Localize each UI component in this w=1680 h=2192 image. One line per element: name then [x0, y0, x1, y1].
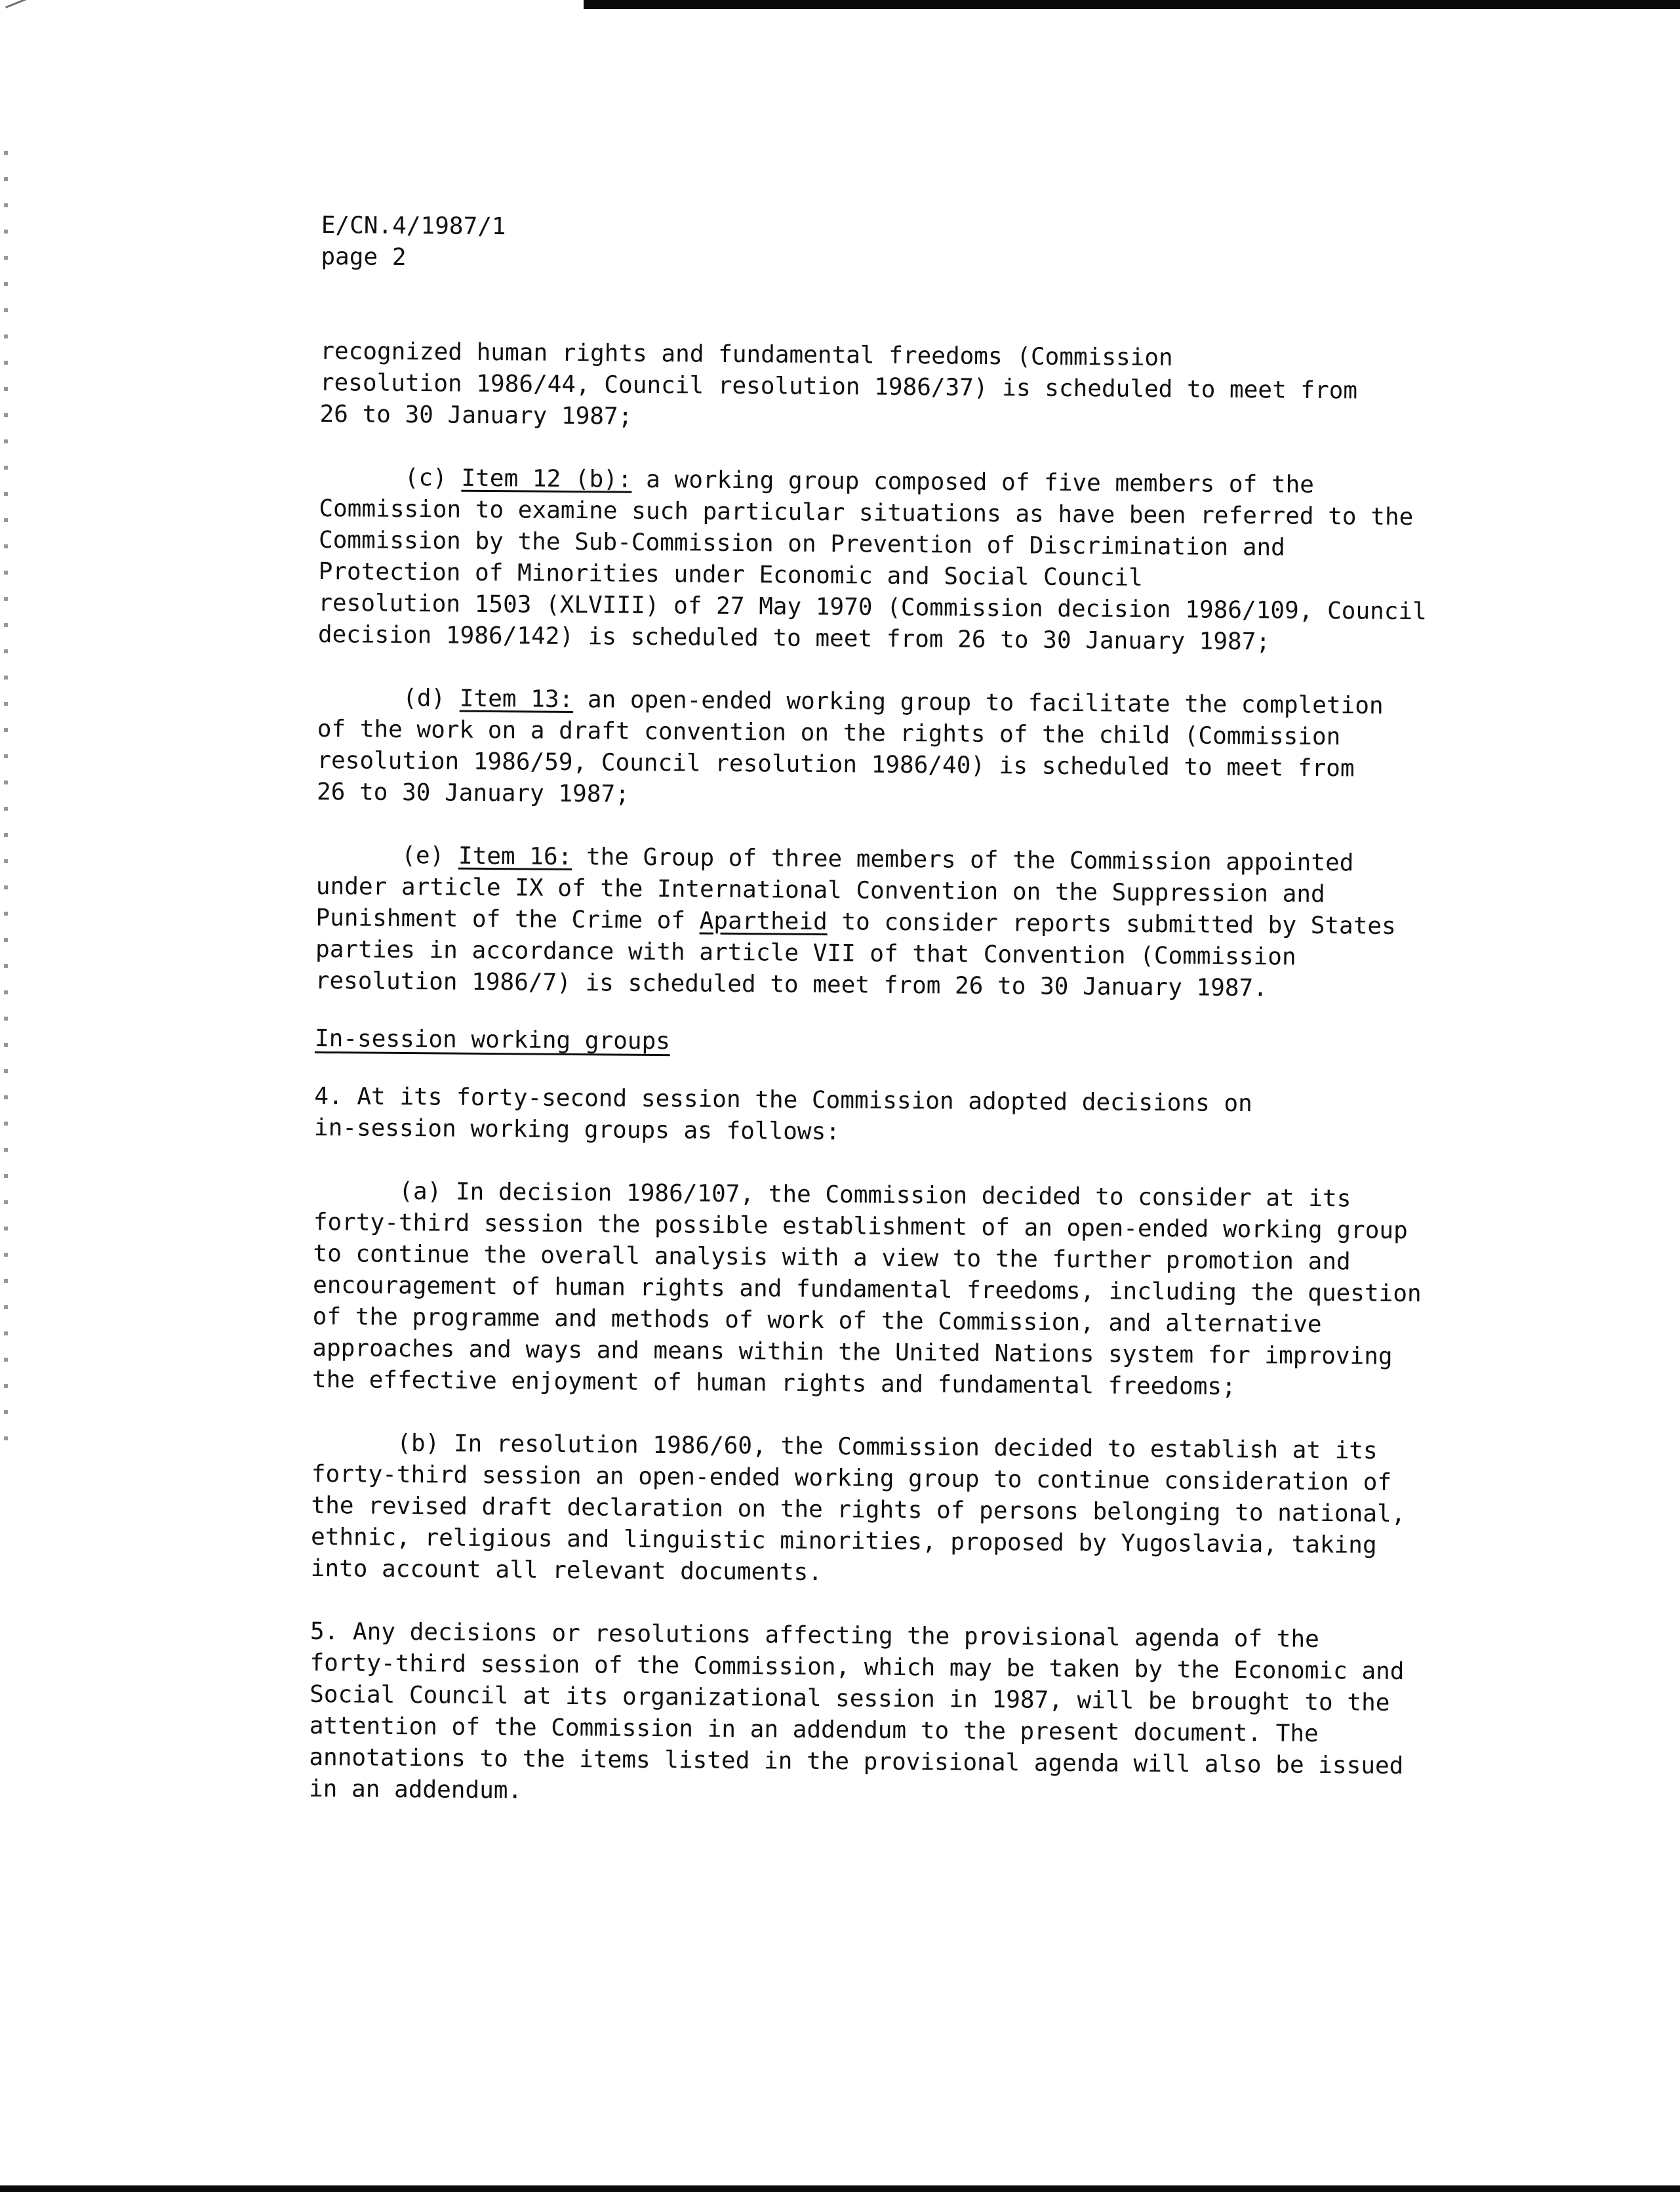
paragraph-4: 4. At its forty-second session the Commission adopted decisions on in-session working groups as follows: [313, 1082, 1252, 1146]
paragraph-5: 5. Any decisions or resolutions affecting the provisional agenda of the forty-third session of the Commission, which may be taken by the Economic and Social Council at its organizational session in 1987, will be brought to the attention of the Commission in an addendum to the present document. The annotations to the items listed in the provisional agenda will also be issued in an addendum. [308, 1617, 1405, 1804]
paragraph-4a [312, 1175, 1560, 1406]
item-e-paragraph [315, 840, 1563, 1007]
item-d-paragraph [317, 682, 1563, 818]
paragraph-4a-marker: (a) [399, 1177, 442, 1206]
continuation-paragraph: recognized human rights and fundamental freedoms (Commission resolution 1986/44, Council resolution 1986/37) is scheduled to meet from 26 to 30 January 1987; [319, 337, 1358, 430]
document-body [309, 210, 1567, 1815]
item-e-apartheid: Apartheid [699, 907, 828, 936]
item-c-label: Item 12 (b): [461, 464, 632, 493]
scan-corner-mark [5, 0, 64, 33]
item-c-marker: (c) [404, 464, 447, 492]
paragraph-4b [311, 1427, 1558, 1594]
item-c-text: a working group composed of five members of the Commission to examine such particular situations as have been referred to the Commission by the Sub-Commission on Prevention of Discrimination and Protection of Minorities under Economic and Social Council resolution 1503 (XLVIII) of 27 May 1970 (Commission decision 1986/109, Council decision 1986/142) is scheduled to meet from 26 to 30 January 1987; [317, 466, 1427, 656]
scan-left-edge-artifact [4, 151, 8, 1463]
item-c-paragraph [318, 462, 1565, 660]
section-heading: In-session working groups [314, 1025, 671, 1055]
item-e-label: Item 16: [458, 842, 572, 871]
scan-bottom-border [0, 2185, 1680, 2192]
paragraph-4b-marker: (b) [397, 1429, 440, 1457]
item-d-label: Item 13: [459, 685, 574, 714]
page-number: page 2 [321, 243, 407, 272]
item-d-marker: (d) [402, 684, 446, 712]
item-e-text-part-1: the Group of three members of the Commission appointed under article IX of the International Convention on the Suppression and Punishment of the Crime of [315, 843, 1354, 935]
item-e-text-part-2: to consider reports submitted by States parties in accordance with article VII of that Convention (Commission resolution 1986/7) is scheduled to meet from 26 to 30 January 1987. [315, 908, 1396, 1002]
scan-top-border [584, 0, 1680, 9]
item-d-text: an open-ended working group to facilitate the completion of the work on a draft convention on the rights of the child (Commission resolution 1986/59, Council resolution 1986/40) is scheduled to meet from 26 to 30 January 1987; [316, 686, 1384, 808]
paragraph-4a-text: In decision 1986/107, the Commission decided to consider at its forty-third session the possible establishment of an open-ended working group to continue the overall analysis with a view to the further promotion and encouragement of human rights and fundamental freedoms, including the question of the programme and methods of work of the Commission, and alternative approaches and ways and means within the United Nations system for improving the effective enjoyment of human rights and fundamental freedoms; [311, 1178, 1422, 1401]
document-symbol: E/CN.4/1987/1 [321, 211, 506, 241]
item-e-marker: (e) [401, 842, 445, 870]
paragraph-4b-text: In resolution 1986/60, the Commission decided to establish at its forty-third session an open-ended working group to continue consideration of the revised draft declaration on the rights of persons belonging to national, ethnic, religious and linguistic minorities, proposed by Yugoslavia, taking into account all relevant documents. [310, 1430, 1406, 1587]
